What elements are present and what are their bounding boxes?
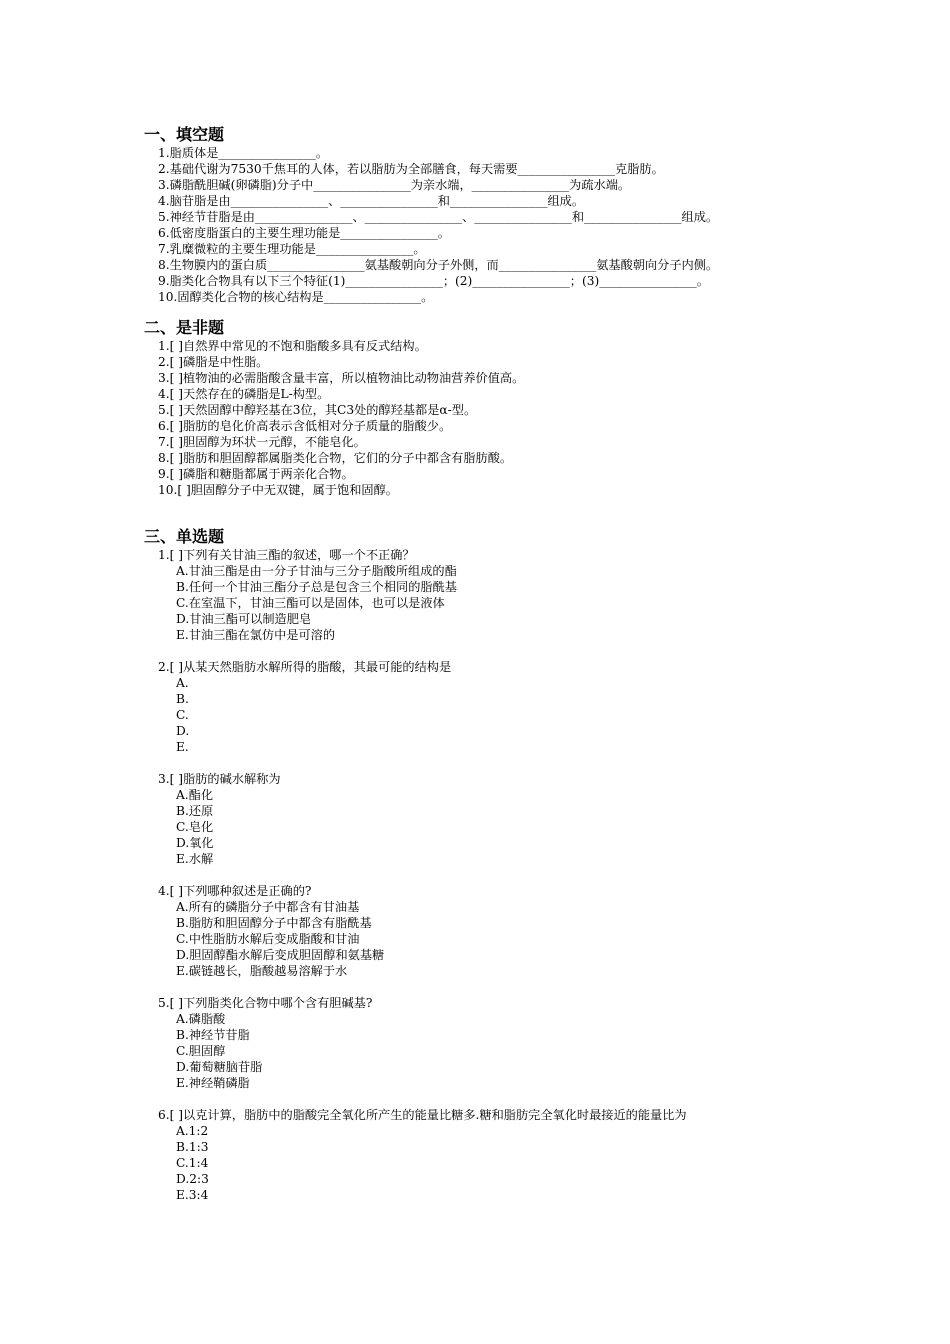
option-d: D.胆固醇酯水解后变成胆固醇和氨基糖 <box>176 948 385 962</box>
section-title: 二、是非题 <box>144 318 225 337</box>
question-item: 1.[ ]自然界中常见的不饱和脂酸多具有反式结构。 <box>158 339 427 353</box>
option-b: B.1:3 <box>176 1140 209 1154</box>
question-stem: 4.[ ]下列哪种叙述是正确的? <box>158 884 312 898</box>
question-item: 1.脂质体是________________。 <box>158 146 329 160</box>
question-item: 9.脂类化合物具有以下三个特征(1)________________；(2)________________；(3)________________。 <box>158 274 709 288</box>
option-b: B.神经节苷脂 <box>176 1028 250 1042</box>
choice-question <box>146 659 687 755</box>
option-d: D.2:3 <box>176 1172 209 1186</box>
option-c: C.胆固醇 <box>176 1044 226 1058</box>
option-c: C. <box>176 708 189 722</box>
question-item: 5.神经节苷脂是由________________、________________、________________和________________组成。 <box>158 210 719 224</box>
option-c: C.1:4 <box>176 1156 209 1170</box>
question-item: 9.[ ]磷脂和糖脂都属于两亲化合物。 <box>158 467 354 481</box>
option-a: A.酯化 <box>176 788 214 802</box>
choice-question <box>146 883 687 979</box>
option-a: A.甘油三酯是由一分子甘油与三分子脂酸所组成的酯 <box>176 564 457 578</box>
question-stem: 3.[ ]脂肪的碱水解称为 <box>158 772 281 786</box>
choice-question <box>146 1107 687 1203</box>
single-choice-section <box>146 527 687 1203</box>
option-d: D.甘油三酯可以制造肥皂 <box>176 612 312 626</box>
option-c: C.皂化 <box>176 820 214 834</box>
option-e: E.水解 <box>176 852 214 866</box>
choice-question <box>146 771 687 867</box>
question-item: 8.[ ]脂肪和胆固醇都属脂类化合物，它们的分子中都含有脂肪酸。 <box>158 451 513 465</box>
question-item: 7.[ ]胆固醇为环状一元醇，不能皂化。 <box>158 435 366 449</box>
option-e: E.神经鞘磷脂 <box>176 1076 250 1090</box>
question-stem: 6.[ ]以克计算，脂肪中的脂酸完全氧化所产生的能量比糖多.糖和脂肪完全氧化时最接近的能量比为 <box>158 1108 687 1122</box>
question-stem: 1.[ ]下列有关甘油三酯的叙述，哪一个不正确？ <box>158 548 415 562</box>
question-item: 6.[ ]脂肪的皂化价高表示含低相对分子质量的脂酸少。 <box>158 419 452 433</box>
option-d: D.葡萄糖脑苷脂 <box>176 1060 263 1074</box>
question-stem: 2.[ ]从某天然脂肪水解所得的脂酸，其最可能的结构是 <box>158 660 452 674</box>
option-e: E.碳链越长，脂酸越易溶解于水 <box>176 964 348 978</box>
option-a: A.1:2 <box>176 1124 209 1138</box>
option-b: B.脂肪和胆固醇分子中都含有脂酰基 <box>176 916 372 930</box>
option-b: B.任何一个甘油三酯分子总是包含三个相同的脂酰基 <box>176 580 457 594</box>
choice-question <box>146 547 687 643</box>
option-b: B. <box>176 692 189 706</box>
question-item: 2.[ ]磷脂是中性脂。 <box>158 355 269 369</box>
option-d: D. <box>176 724 190 738</box>
option-e: E.3:4 <box>176 1188 209 1202</box>
question-item: 8.生物膜内的蛋白质________________氨基酸朝向分子外侧，而________________氨基酸朝向分子内侧。 <box>158 258 719 272</box>
question-item: 3.[ ]植物油的必需脂酸含量丰富，所以植物油比动物油营养价值高。 <box>158 371 525 385</box>
question-item: 4.脑苷脂是由________________、________________和________________组成。 <box>158 194 585 208</box>
fill-in-section <box>146 125 718 305</box>
question-item: 2.基础代谢为7530千焦耳的人体，若以脂肪为全部膳食，每天需要________________克脂肪。 <box>158 162 664 176</box>
question-item: 3.磷脂酰胆碱(卵磷脂)分子中________________为亲水端，________________为疏水端。 <box>158 178 631 192</box>
question-item: 6.低密度脂蛋白的主要生理功能是________________。 <box>158 226 450 240</box>
question-item: 10.固醇类化合物的核心结构是________________。 <box>158 290 434 304</box>
section-title: 三、单选题 <box>144 527 225 546</box>
option-e: E.甘油三酯在氯仿中是可溶的 <box>176 628 336 642</box>
true-false-section <box>146 318 524 498</box>
option-c: C.在室温下，甘油三酯可以是固体，也可以是液体 <box>176 596 445 610</box>
choice-question <box>146 995 687 1091</box>
option-b: B.还原 <box>176 804 214 818</box>
question-item: 10.[ ]胆固醇分子中无双键，属于饱和固醇。 <box>158 483 398 497</box>
section-title: 一、填空题 <box>144 125 225 144</box>
question-item: 5.[ ]天然固醇中醇羟基在3位，其C3处的醇羟基都是α-型。 <box>158 403 477 417</box>
option-c: C.中性脂肪水解后变成脂酸和甘油 <box>176 932 360 946</box>
option-a: A. <box>176 676 189 690</box>
question-item: 4.[ ]天然存在的磷脂是L-构型。 <box>158 387 330 401</box>
option-d: D.氧化 <box>176 836 214 850</box>
option-a: A.所有的磷脂分子中都含有甘油基 <box>176 900 360 914</box>
question-item: 7.乳糜微粒的主要生理功能是________________。 <box>158 242 426 256</box>
question-stem: 5.[ ]下列脂类化合物中哪个含有胆碱基? <box>158 996 373 1010</box>
option-a: A.磷脂酸 <box>176 1012 226 1026</box>
option-e: E. <box>176 740 189 754</box>
